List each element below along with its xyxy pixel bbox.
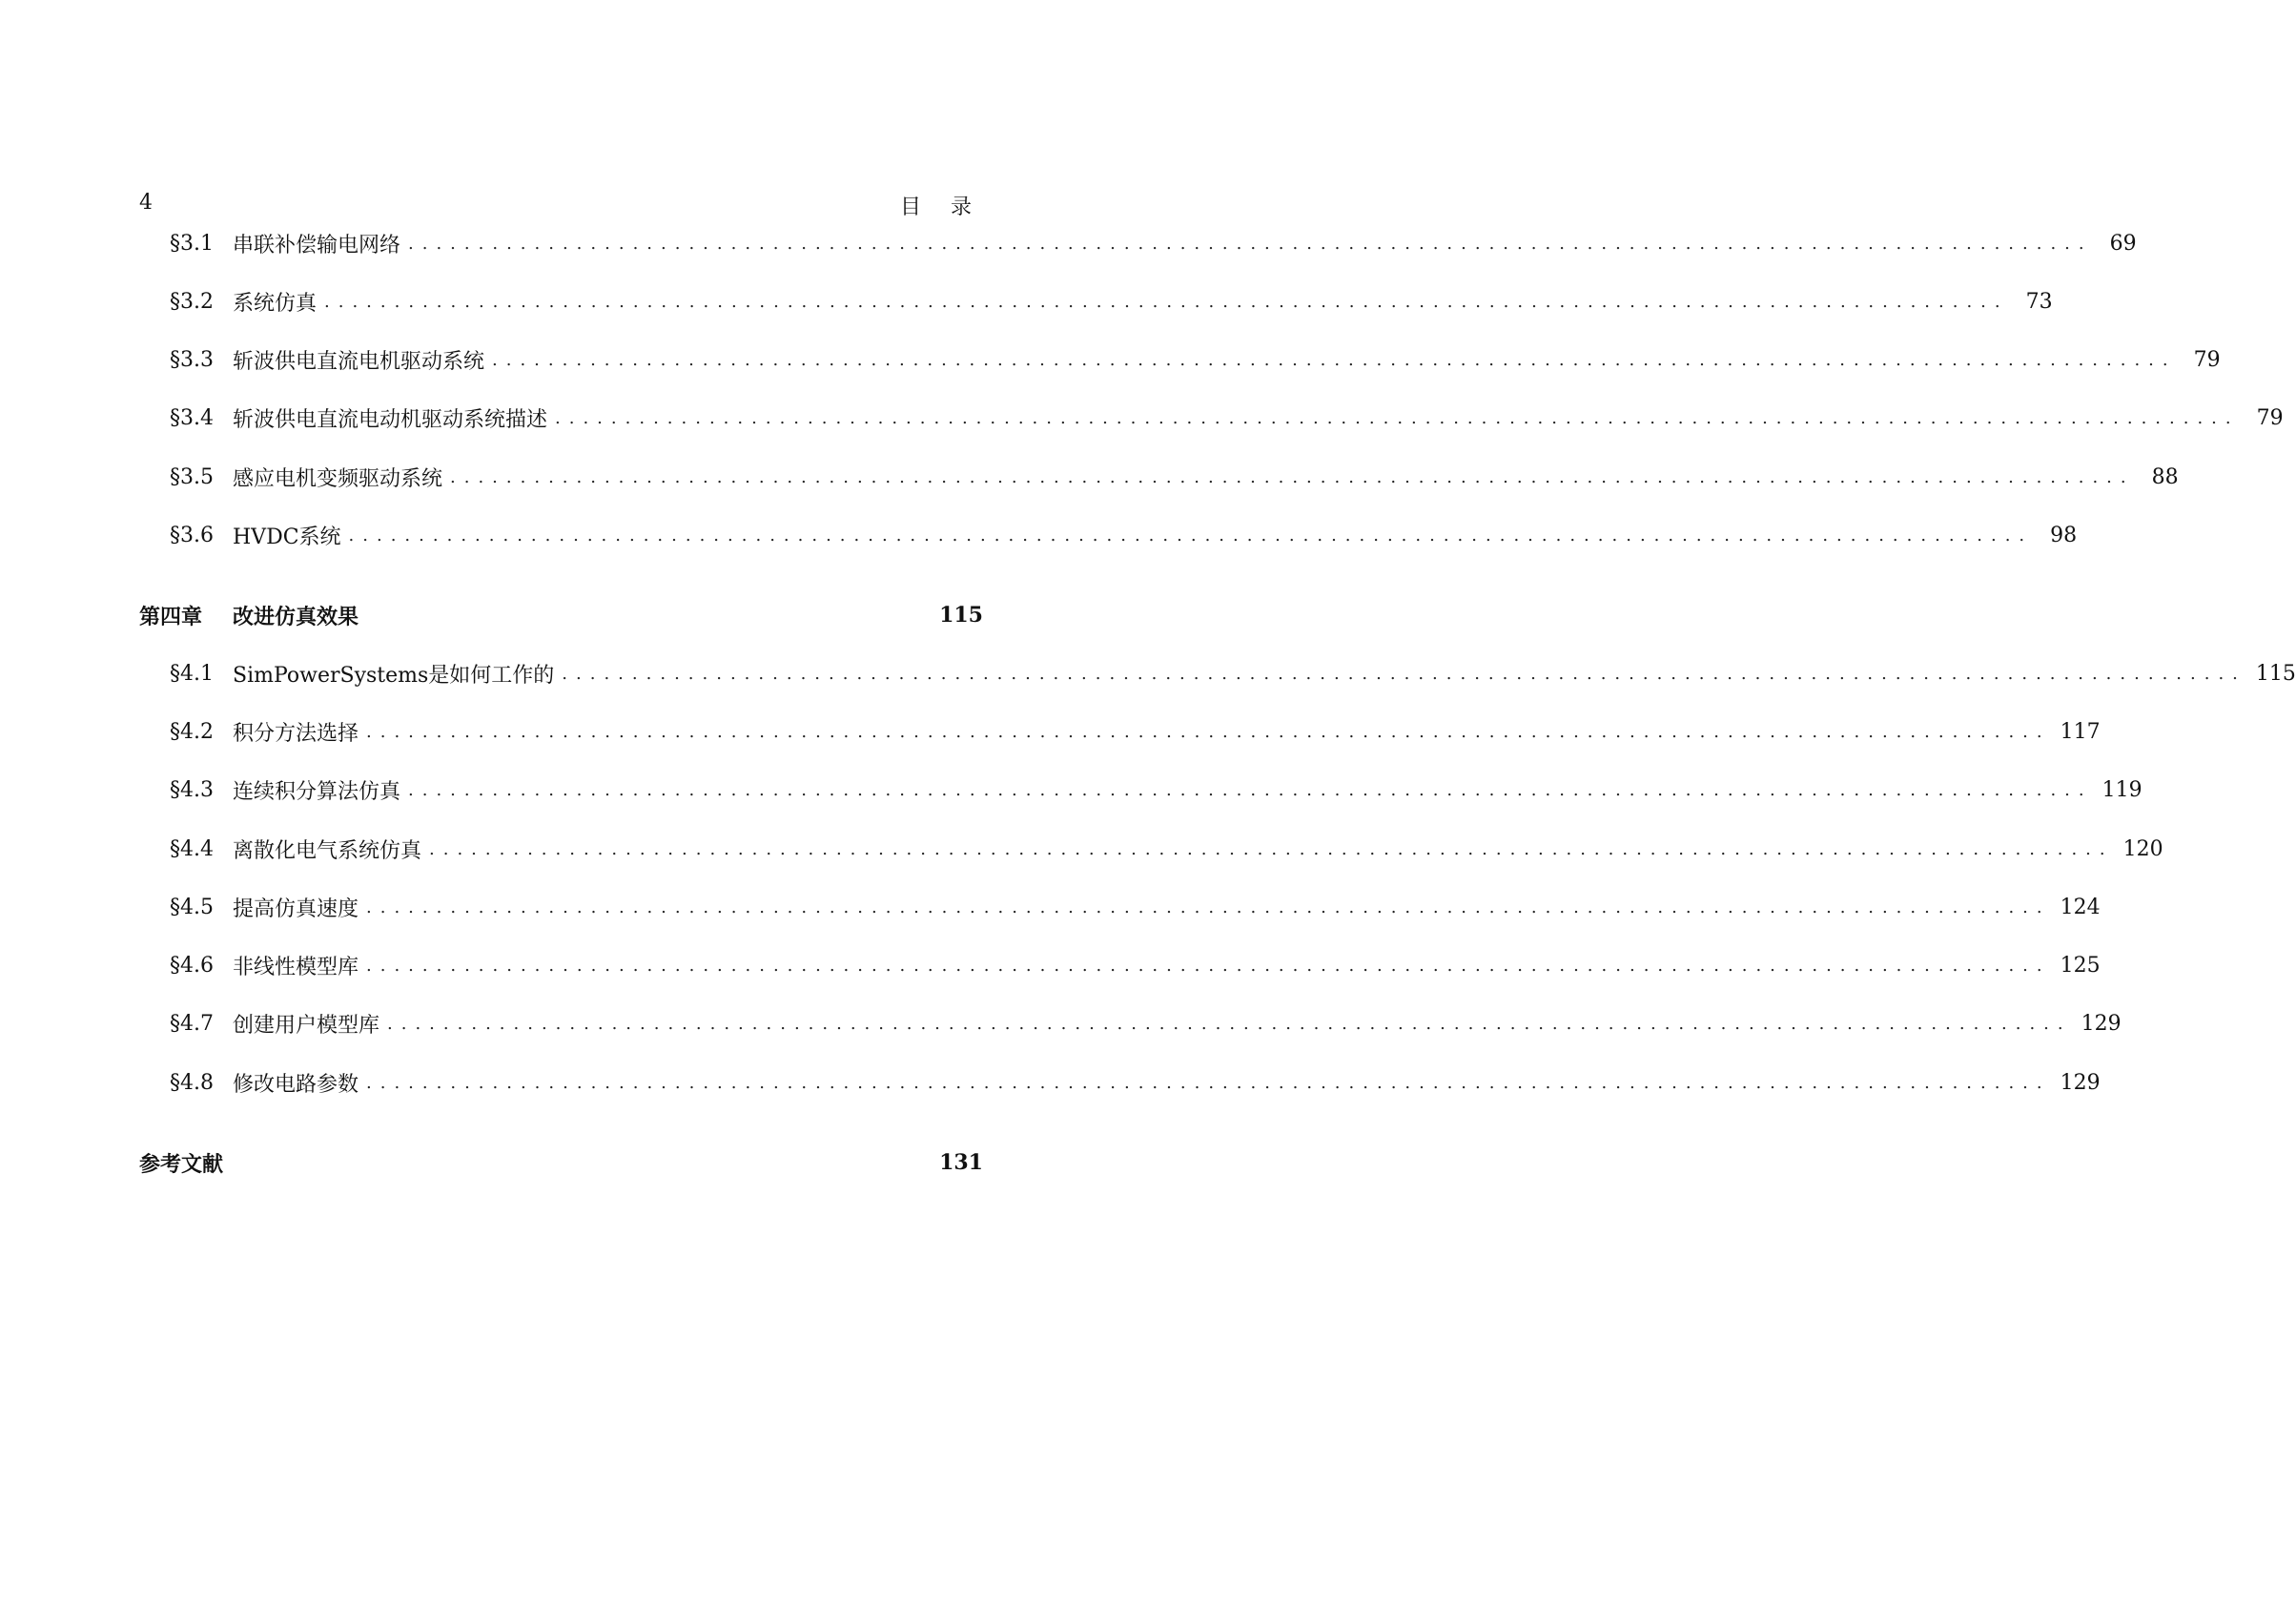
section-title: SimPowerSystems是如何工作的 [233,663,555,688]
chapter-number: 第四章 [139,605,203,629]
section-number: §3.5 [170,464,214,489]
dot-leader: ........................................................................................................................ [408,233,2093,254]
section-page: 79 [2193,347,2221,372]
dot-leader: ........................................................................................................................ [348,525,2034,546]
section-number: §3.6 [170,523,214,547]
section-number: §3.2 [170,289,214,314]
running-title: 目 录 [900,196,983,219]
toc-entry-3-1[interactable] [139,227,2137,259]
section-page: 124 [2060,895,2101,919]
section-page: 69 [2109,231,2137,256]
toc-references[interactable] [139,1146,983,1179]
chapter-title: 改进仿真效果 [233,605,359,629]
section-title: 连续积分算法仿真 [233,779,401,804]
section-title: HVDC系统 [233,525,341,549]
section-number: §3.4 [170,405,214,430]
dot-leader: ........................................................................................................................ [366,721,2051,742]
section-title: 感应电机变频驱动系统 [233,466,443,491]
section-page: 88 [2151,464,2179,489]
dot-leader: ........................................................................................................................ [555,407,2240,428]
section-page: 125 [2060,953,2101,978]
dot-leader: ........................................................................................................................ [429,838,2114,859]
section-page: 120 [2122,836,2163,861]
section-title: 创建用户模型库 [233,1013,380,1038]
references-title: 参考文献 [139,1152,224,1177]
toc-entry-4-4[interactable] [139,833,2163,865]
toc-entry-4-3[interactable] [139,773,2142,806]
section-title: 提高仿真速度 [233,896,359,921]
toc-entry-3-6[interactable] [139,519,2078,551]
dot-leader: ........................................................................................................................ [366,955,2051,976]
section-title: 积分方法选择 [233,721,359,746]
toc-entry-4-5[interactable] [139,891,2101,923]
section-page: 129 [2081,1011,2122,1036]
section-number: §4.1 [170,661,214,686]
page-number: 4 [139,191,153,215]
dot-leader: ........................................................................................................................ [492,349,2177,370]
toc-entry-4-6[interactable] [139,949,2101,981]
toc-entry-4-1[interactable] [139,657,2296,690]
section-title: 系统仿真 [233,291,318,316]
section-title: 修改电路参数 [233,1072,359,1097]
section-page: 119 [2101,777,2142,802]
page-header [139,191,983,219]
section-number: §4.4 [170,836,214,861]
section-number: §4.3 [170,777,214,802]
section-page: 79 [2256,405,2284,430]
section-page: 73 [2025,289,2053,314]
dot-leader: ........................................................................................................................ [450,466,2135,487]
section-page: 98 [2050,523,2078,547]
dot-leader: ........................................................................................................................ [562,663,2246,684]
toc-entry-4-2[interactable] [139,715,2101,748]
toc-entry-4-8[interactable] [139,1066,2101,1099]
section-title: 非线性模型库 [233,955,359,979]
toc-entry-3-5[interactable] [139,461,2179,493]
dot-leader: ........................................................................................................................ [408,779,2093,800]
section-number: §3.3 [170,347,214,372]
section-title: 斩波供电直流电机驱动系统 [233,349,485,374]
section-number: §4.2 [170,719,214,744]
section-page: 117 [2060,719,2101,744]
references-page: 131 [939,1150,983,1175]
section-number: §4.6 [170,953,214,978]
section-page: 129 [2060,1070,2101,1095]
section-title: 斩波供电直流电动机驱动系统描述 [233,407,548,432]
toc-entry-3-4[interactable] [139,402,2284,434]
chapter-page: 115 [939,603,983,628]
dot-leader: ........................................................................................................................ [324,291,2009,312]
section-title: 串联补偿输电网络 [233,233,401,258]
toc-entry-3-2[interactable] [139,285,2053,318]
section-number: §4.8 [170,1070,214,1095]
section-number: §3.1 [170,231,214,256]
section-title: 离散化电气系统仿真 [233,838,422,863]
section-page: 115 [2255,661,2296,686]
section-number: §4.7 [170,1011,214,1036]
toc-entry-3-3[interactable] [139,343,2221,376]
toc-entry-4-7[interactable] [139,1007,2122,1040]
section-number: §4.5 [170,895,214,919]
dot-leader: ........................................................................................................................ [366,1072,2051,1093]
dot-leader: ........................................................................................................................ [387,1013,2072,1034]
dot-leader: ........................................................................................................................ [366,896,2051,917]
toc-chapter-4[interactable] [139,599,983,631]
